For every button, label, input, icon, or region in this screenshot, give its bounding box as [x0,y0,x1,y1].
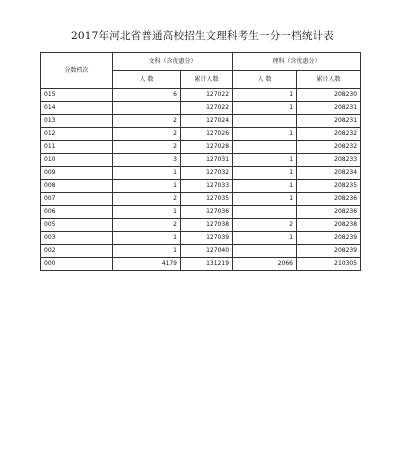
score-cell: 006 [41,206,113,219]
wenke-cumulative-cell: 127024 [181,115,233,128]
table-row [41,115,361,128]
like-cumulative-cell: 208236 [297,206,361,219]
score-cell: 013 [41,115,113,128]
like-header: 理科（含优惠分） [233,53,361,71]
wenke-cumulative-cell: 127040 [181,245,233,258]
table-row [41,219,361,232]
wenke-cumulative-cell: 131219 [181,258,233,271]
table-row [41,193,361,206]
table-row [41,245,361,258]
wenke-count-header: 人 数 [113,71,181,89]
like-count-header: 人 数 [233,71,297,89]
table-row [41,167,361,180]
wenke-count-cell: 4179 [113,258,181,271]
like-count-cell [233,141,297,154]
like-count-cell: 1 [233,232,297,245]
score-cell: 011 [41,141,113,154]
like-count-cell: 1 [233,89,297,102]
table-row [41,89,361,102]
table-row [41,128,361,141]
wenke-count-cell: 3 [113,154,181,167]
like-cumulative-cell: 208232 [297,128,361,141]
like-cumulative-cell: 208232 [297,141,361,154]
wenke-cumulative-cell: 127022 [181,89,233,102]
like-count-cell: 1 [233,193,297,206]
like-count-cell [233,206,297,219]
header-row-top [41,53,361,71]
wenke-count-cell: 1 [113,167,181,180]
score-cell: 007 [41,193,113,206]
like-count-cell: 1 [233,128,297,141]
wenke-count-cell: 6 [113,89,181,102]
score-cell: 003 [41,232,113,245]
like-cumulative-cell: 208239 [297,232,361,245]
like-cumulative-cell: 210305 [297,258,361,271]
score-cell: 009 [41,167,113,180]
score-cell: 005 [41,219,113,232]
like-cumulative-cell: 208236 [297,193,361,206]
like-cumulative-cell: 208235 [297,180,361,193]
wenke-header: 文科（含优惠分） [113,53,233,71]
score-cell: 012 [41,128,113,141]
wenke-count-cell: 1 [113,206,181,219]
score-cell: 002 [41,245,113,258]
like-cumulative-cell: 208233 [297,154,361,167]
score-cell: 008 [41,180,113,193]
wenke-count-cell [113,102,181,115]
score-cell: 015 [41,89,113,102]
table-row [41,180,361,193]
wenke-count-cell: 1 [113,232,181,245]
wenke-cumulative-cell: 127038 [181,219,233,232]
score-cell: 014 [41,102,113,115]
like-count-cell [233,245,297,258]
like-count-cell: 1 [233,154,297,167]
wenke-cumulative-cell: 127026 [181,128,233,141]
like-cumulative-cell: 208234 [297,167,361,180]
wenke-cumulative-cell: 127035 [181,193,233,206]
wenke-count-cell: 1 [113,245,181,258]
like-cumulative-cell: 208230 [297,89,361,102]
wenke-cumulative-cell: 127032 [181,167,233,180]
like-cumulative-cell: 208239 [297,245,361,258]
wenke-count-cell: 2 [113,115,181,128]
table-row [41,206,361,219]
score-cell: 010 [41,154,113,167]
wenke-cumulative-cell: 127033 [181,180,233,193]
like-cumulative-cell: 208238 [297,219,361,232]
wenke-cumulative-cell: 127022 [181,102,233,115]
table-row [41,154,361,167]
like-count-cell: 1 [233,167,297,180]
score-distribution-table [40,52,361,271]
wenke-cumulative-cell: 127031 [181,154,233,167]
wenke-cumulative-cell: 127036 [181,206,233,219]
like-cumulative-cell: 208231 [297,115,361,128]
like-count-cell: 2066 [233,258,297,271]
like-count-cell [233,115,297,128]
wenke-cumulative-header: 累计人数 [181,71,233,89]
wenke-count-cell: 1 [113,180,181,193]
table-row [41,232,361,245]
like-count-cell: 2 [233,219,297,232]
score-bracket-header: 分数档次 [41,53,113,89]
like-count-cell: 1 [233,180,297,193]
wenke-cumulative-cell: 127028 [181,141,233,154]
table-row [41,141,361,154]
like-count-cell: 1 [233,102,297,115]
like-cumulative-cell: 208231 [297,102,361,115]
like-cumulative-header: 累计人数 [297,71,361,89]
document-title: 2017年河北省普通高校招生文理科考生一分一档统计表 [71,30,334,42]
wenke-count-cell: 2 [113,141,181,154]
wenke-count-cell: 2 [113,193,181,206]
table-row [41,258,361,271]
wenke-count-cell: 2 [113,219,181,232]
wenke-count-cell: 2 [113,128,181,141]
score-cell: 000 [41,258,113,271]
wenke-cumulative-cell: 127039 [181,232,233,245]
table-row [41,102,361,115]
